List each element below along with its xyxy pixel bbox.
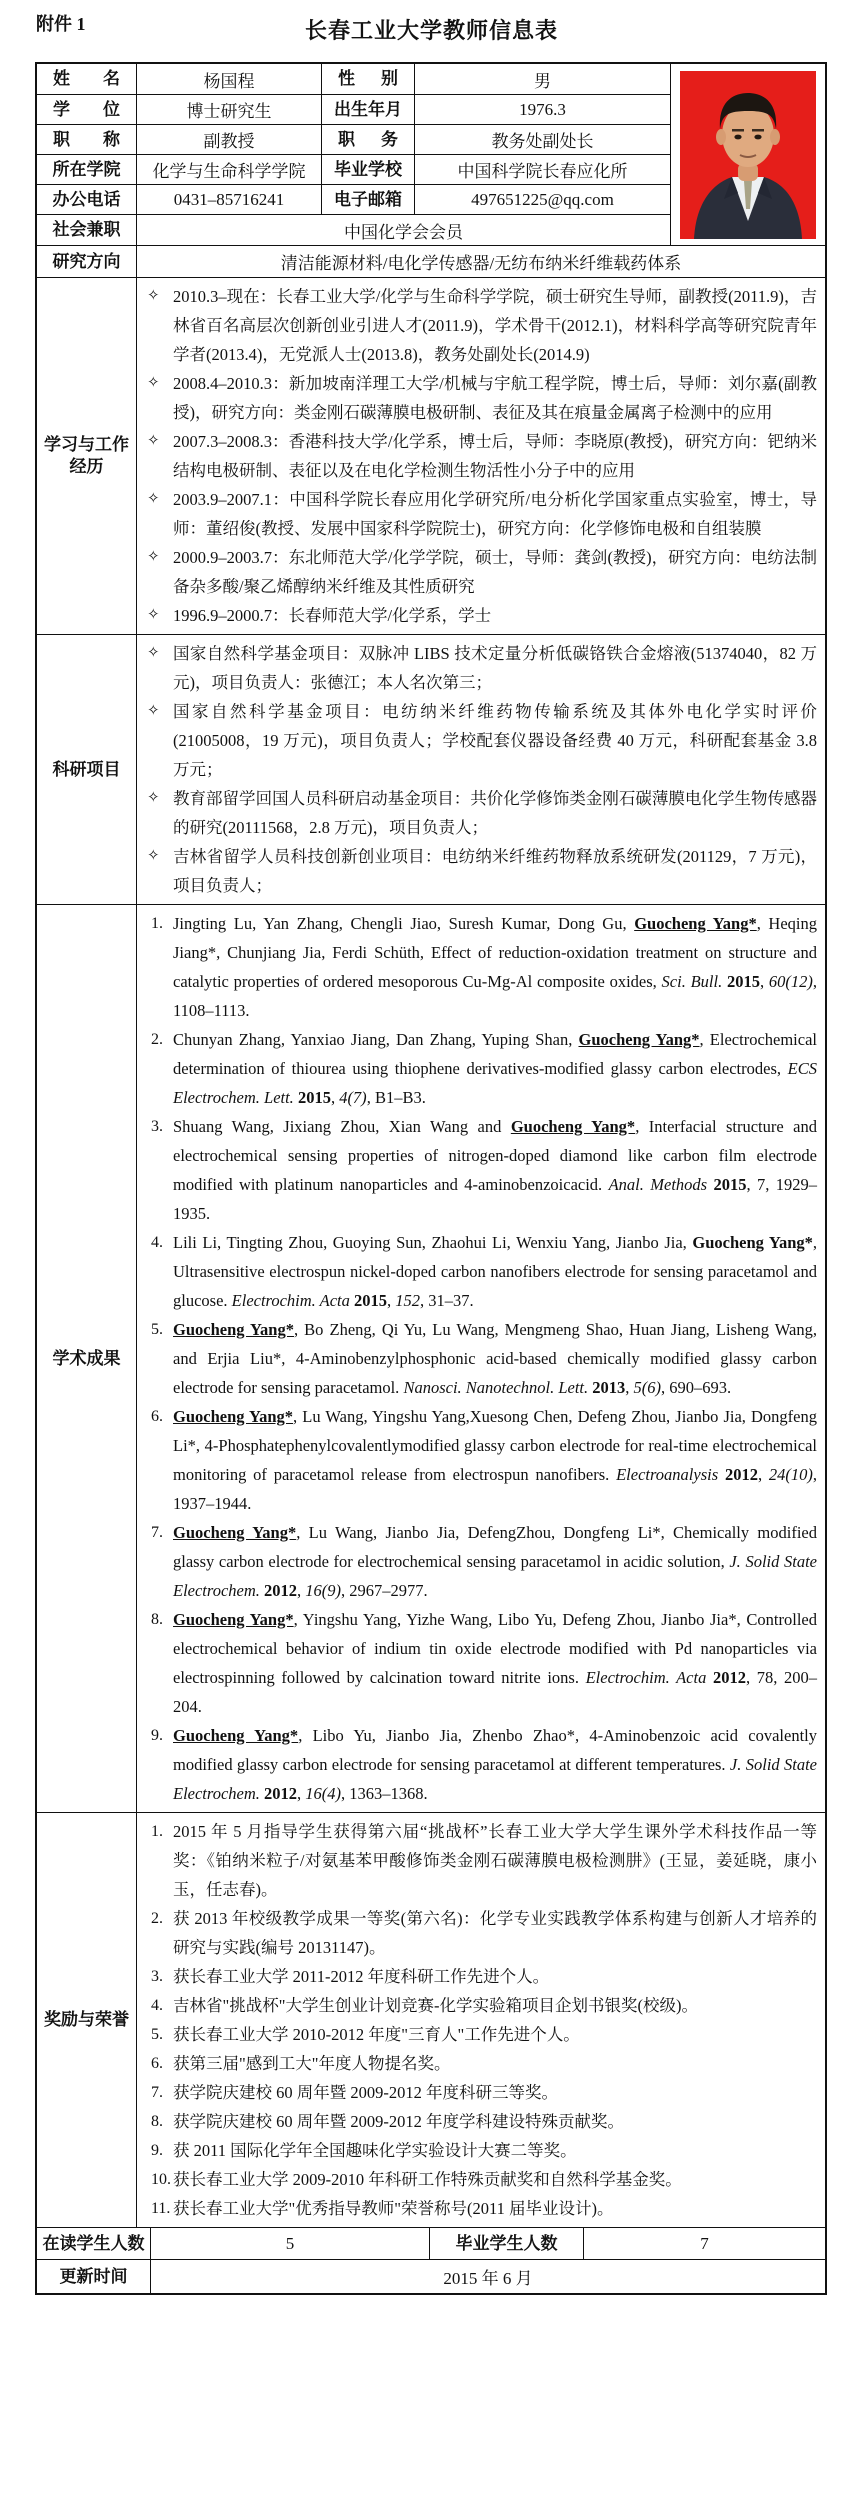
publication-item-text: Jingting Lu, Yan Zhang, Chengli Jiao, Suresh Kumar, Dong Gu, Guocheng Yang*, Heqing Jiang*, Chunjiang Jia, Ferdi Schüth, Effect of reduction-oxidation treatment on structure and catalytic properties of ordered mesoporous Cu-Mg-Al composite oxides, Sci. Bull. 2015, 60(12), 1108–1113. [173,914,817,1020]
experience-item-text: 2010.3–现在：长春工业大学/化学与生命科学学院，硕士研究生导师，副教授(2011.9)，吉林省百名高层次创新创业引进人才(2011.9)，学术骨干(2012.1)，材料科学高等研究院青年学者(2013.4)，无党派人士(2013.8)，教务处副处长(2014.9) [173,287,817,364]
experience-item [143,369,819,427]
award-item [143,2165,819,2194]
experience-item-text: 2008.4–2010.3：新加坡南洋理工大学/机械与宇航工程学院，博士后，导师：刘尔嘉(副教授)，研究方向：类金刚石碳薄膜电极研制、表征及其在痕量金属离子检测中的应用 [173,374,817,422]
publication-item [143,1025,819,1112]
item-number: 5. [151,1321,163,1338]
email-value: 497651225@qq.com [414,185,670,214]
award-item-text: 获长春工业大学 2011-2012 年度科研工作先进个人。 [173,1967,550,1986]
award-item-text: 获 2011 国际化学年全国趣味化学实验设计大赛二等奖。 [173,2141,577,2160]
publication-item [143,1605,819,1721]
projects-section-label: 科研项目 [52,759,121,779]
experience-section-label: 学习与工作经历 [44,435,129,476]
projects-list [136,635,825,904]
publication-item [143,909,819,1025]
award-item [143,2194,819,2223]
row-degree-birth [37,94,670,124]
project-item [143,842,819,900]
award-item [143,2049,819,2078]
publications-band [37,904,825,1812]
row-college-school [37,154,670,184]
item-number: 1. [151,915,163,932]
publications-section-label: 学术成果 [52,1348,121,1368]
experience-item [143,601,819,630]
gender-value: 男 [414,64,670,94]
experience-item-text: 1996.9–2000.7：长春师范大学/化学系，学士 [173,606,492,625]
publication-item-text: Chunyan Zhang, Yanxiao Jiang, Dan Zhang, Yuping Shan, Guocheng Yang*, Electrochemical determination of thiourea using thiophene derivatives-modified glassy carbon electrodes, ECS Electrochem. Lett. 2015, 4(7), B1–B3. [173,1030,817,1107]
publication-item-text: Guocheng Yang*, Bo Zheng, Qi Yu, Lu Wang, Mengmeng Shao, Huan Jiang, Lisheng Wang, and Erjia Liu*, 4-Aminobenzylphosphonic acid-based chemically modified glassy carbon electrode for sensing paracetamol. Nanosci. Nanotechnol. Lett. 2013, 5(6), 690–693. [173,1320,817,1397]
publication-item-text: Shuang Wang, Jixiang Zhou, Xian Wang and Guocheng Yang*, Interfacial structure and electrochemical sensing properties of nitrogen-doped diamond like carbon film electrode modified with platinum nanoparticles and 4-aminobenzoicacid. Anal. Methods 2015, 7, 1929–1935. [173,1117,817,1223]
diamond-bullet-icon: ✧ [147,375,160,391]
item-number: 7. [151,1524,163,1541]
publication-item-text: Guocheng Yang*, Yingshu Yang, Yizhe Wang, Libo Yu, Defeng Zhou, Jianbo Jia*, Controlled electrochemical behavior of indium tin oxide electrode modified with Pd nanoparticles via electrospinning followed by calcination toward nitrite ions. Electrochim. Acta 2012, 78, 200–204. [173,1610,817,1716]
experience-item-text: 2003.9–2007.1：中国科学院长春应用化学研究所/电分析化学国家重点实验室，博士，导师：董绍俊(教授、发展中国家科学院院士)，研究方向：化学修饰电极和自组装膜 [173,490,817,538]
page-title: 长春工业大学教师信息表 [304,18,558,43]
publication-item [143,1402,819,1518]
research-direction-value: 清洁能源材料/电化学传感器/无纺布纳米纤维载药体系 [136,246,825,277]
update-time-value: 2015 年 6 月 [150,2260,825,2293]
photo-cell [670,64,825,245]
email-label: 电子邮箱 [321,185,414,214]
students-band [37,2227,825,2259]
diamond-bullet-icon: ✧ [147,549,160,565]
phone-value: 0431–85716241 [136,185,321,214]
row-phone-email [37,184,670,214]
publication-item-text: Guocheng Yang*, Libo Yu, Jianbo Jia, Zhenbo Zhao*, 4-Aminobenzoic acid covalently modified glassy carbon electrode for sensing paracetamol at different temperatures. J. Solid State Electrochem. 2012, 16(4), 1363–1368. [173,1726,818,1803]
award-item-text: 获长春工业大学 2009-2010 年科研工作特殊贡献奖和自然科学基金奖。 [173,2170,682,2189]
publication-item [143,1228,819,1315]
item-number: 4. [151,1234,163,1251]
diamond-bullet-icon: ✧ [147,491,160,507]
award-item [143,2136,819,2165]
experience-band [37,277,825,634]
item-number: 8. [151,1611,163,1628]
award-item [143,2107,819,2136]
diamond-bullet-icon: ✧ [147,790,160,806]
award-item [143,1962,819,1991]
diamond-bullet-icon: ✧ [147,288,160,304]
row-name-gender [37,64,670,94]
award-item-text: 获第三届"感到工大"年度人物提名奖。 [173,2054,451,2073]
birth-value: 1976.3 [414,95,670,124]
item-number: 6. [151,1408,163,1425]
experience-list [136,278,825,634]
item-number: 3. [151,1118,163,1135]
award-item-text: 吉林省"挑战杯"大学生创业计划竞赛-化学实验箱项目企划书银奖(校级)。 [173,1996,698,2015]
item-number: 1. [151,1823,163,1840]
award-item [143,1817,819,1904]
project-item [143,697,819,784]
phone-label: 办公电话 [52,189,121,209]
award-item-text: 获 2013 年校级教学成果一等奖(第六名)：化学专业实践教学体系构建与创新人才培养的研究与实践(编号 20131147)。 [173,1909,817,1957]
item-number: 5. [151,2026,163,2043]
experience-item [143,427,819,485]
project-item [143,639,819,697]
item-number: 9. [151,2142,163,2159]
graduate-school-value: 中国科学院长春应化所 [414,155,670,184]
experience-item [143,543,819,601]
item-number: 7. [151,2084,163,2101]
item-number: 6. [151,2055,163,2072]
item-number: 2. [151,1031,163,1048]
graduated-students-label: 毕业学生人数 [429,2228,583,2259]
publication-item [143,1518,819,1605]
diamond-bullet-icon: ✧ [147,607,160,623]
degree-value: 博士研究生 [136,95,321,124]
rank-value: 副教授 [136,125,321,154]
award-item [143,1904,819,1962]
basic-info-band [37,64,825,245]
project-item-text: 教育部留学回国人员科研启动基金项目：共价化学修饰类金刚石碳薄膜电化学生物传感器的研究(20111568，2.8 万元)，项目负责人； [173,789,817,837]
publication-item [143,1112,819,1228]
item-number: 2. [151,1910,163,1927]
info-table [35,62,827,2295]
award-item [143,2078,819,2107]
awards-list [136,1813,825,2227]
birth-label: 出生年月 [321,95,414,124]
position-value: 教务处副处长 [414,125,670,154]
research-direction-label: 研究方向 [52,251,121,271]
awards-section-label: 奖励与荣誉 [44,2010,129,2029]
award-item-text: 2015 年 5 月指导学生获得第六届“挑战杯”长春工业大学大学生课外学术科技作品一等奖：《铂纳米粒子/对氨基苯甲酸修饰类金刚石碳薄膜电极检测肼》(王显，姜延晓，康小玉，任志春)。 [173,1822,817,1899]
update-time-label: 更新时间 [59,2266,128,2286]
experience-item-text: 2000.9–2003.7：东北师范大学/化学学院，硕士，导师：龚剑(教授)，研究方向：电纺法制备杂多酸/聚乙烯醇纳米纤维及其性质研究 [173,548,817,596]
diamond-bullet-icon: ✧ [147,645,160,661]
item-number: 8. [151,2113,163,2130]
portrait-photo [680,71,816,239]
item-number: 3. [151,1968,163,1985]
update-time-band [37,2259,825,2293]
name-value: 杨国程 [136,64,321,94]
item-number: 9. [151,1727,163,1744]
award-item-text: 获长春工业大学 2010-2012 年度"三育人"工作先进个人。 [173,2025,580,2044]
degree-label: 学 位 [53,99,120,119]
publication-item [143,1721,819,1808]
research-direction-band [37,245,825,277]
rank-label: 职 称 [53,129,120,149]
gender-label: 性 别 [321,64,414,94]
social-value: 中国化学会会员 [136,215,670,245]
attachment-label: 附件 1 [36,14,86,34]
award-item [143,2020,819,2049]
award-item-text: 获长春工业大学"优秀指导教师"荣誉称号(2011 届毕业设计)。 [173,2199,614,2218]
projects-band [37,634,825,904]
awards-band [37,1812,825,2227]
row-rank-position [37,124,670,154]
project-item-text: 国家自然科学基金项目：电纺纳米纤维药物传输系统及其体外电化学实时评价(21005008，19 万元)，项目负责人；学校配套仪器设备经费 40 万元，科研配套基金 3.8 万元； [173,702,817,779]
item-number: 4. [151,1997,163,2014]
award-item-text: 获学院庆建校 60 周年暨 2009-2012 年度学科建设特殊贡献奖。 [173,2112,624,2131]
social-label: 社会兼职 [52,220,121,239]
basic-info-grid [37,64,670,245]
name-label: 姓 名 [53,69,120,88]
publication-item-text: Lili Li, Tingting Zhou, Guoying Sun, Zhaohui Li, Wenxiu Yang, Jianbo Jia, Guocheng Yang*, Ultrasensitive electrospun nickel-doped carbon nanofibers electrode for sensing paracetamol and glucose. Electrochim. Acta 2015, 152, 31–37. [173,1233,817,1310]
row-social [37,214,670,245]
award-item-text: 获学院庆建校 60 周年暨 2009-2012 年度科研三等奖。 [173,2083,558,2102]
project-item [143,784,819,842]
award-item [143,1991,819,2020]
position-label: 职 务 [321,125,414,154]
graduated-students-value: 7 [583,2228,825,2259]
college-label: 所在学院 [52,159,121,179]
college-value: 化学与生命科学学院 [136,155,321,184]
diamond-bullet-icon: ✧ [147,433,160,449]
item-number: 11. [151,2200,171,2217]
current-students-label: 在读学生人数 [42,2233,145,2253]
item-number: 10. [151,2171,171,2188]
experience-item [143,485,819,543]
experience-item [143,282,819,369]
diamond-bullet-icon: ✧ [147,703,160,719]
project-item-text: 国家自然科学基金项目：双脉冲 LIBS 技术定量分析低碳铬铁合金熔液(51374040，82 万元)，项目负责人：张德江；本人名次第三； [173,644,817,692]
publications-list [136,905,825,1812]
publication-item [143,1315,819,1402]
page-header [0,0,863,60]
current-students-value: 5 [150,2228,429,2259]
project-item-text: 吉林省留学人员科技创新创业项目：电纺纳米纤维药物释放系统研发(201129，7 万元)，项目负责人； [173,847,817,895]
graduate-school-label: 毕业学校 [321,155,414,184]
experience-item-text: 2007.3–2008.3：香港科技大学/化学系，博士后，导师：李晓原(教授)，研究方向：钯纳米结构电极研制、表征以及在电化学检测生物活性小分子中的应用 [173,432,817,480]
publication-item-text: Guocheng Yang*, Lu Wang, Yingshu Yang,Xuesong Chen, Defeng Zhou, Jianbo Jia, Dongfeng Li*, 4-Phosphatephenylcovalentlymodified glassy carbon electrode for real-time electrochemical monitoring of paracetamol release from electrospun nanofibers. Electroanalysis 2012, 24(10), 1937–1944. [173,1407,817,1513]
publication-item-text: Guocheng Yang*, Lu Wang, Jianbo Jia, DefengZhou, Dongfeng Li*, Chemically modified glassy carbon electrode for electrochemical sensing paracetamol in acidic solution, J. Solid State Electrochem. 2012, 16(9), 2967–2977. [173,1523,818,1600]
diamond-bullet-icon: ✧ [147,848,160,864]
